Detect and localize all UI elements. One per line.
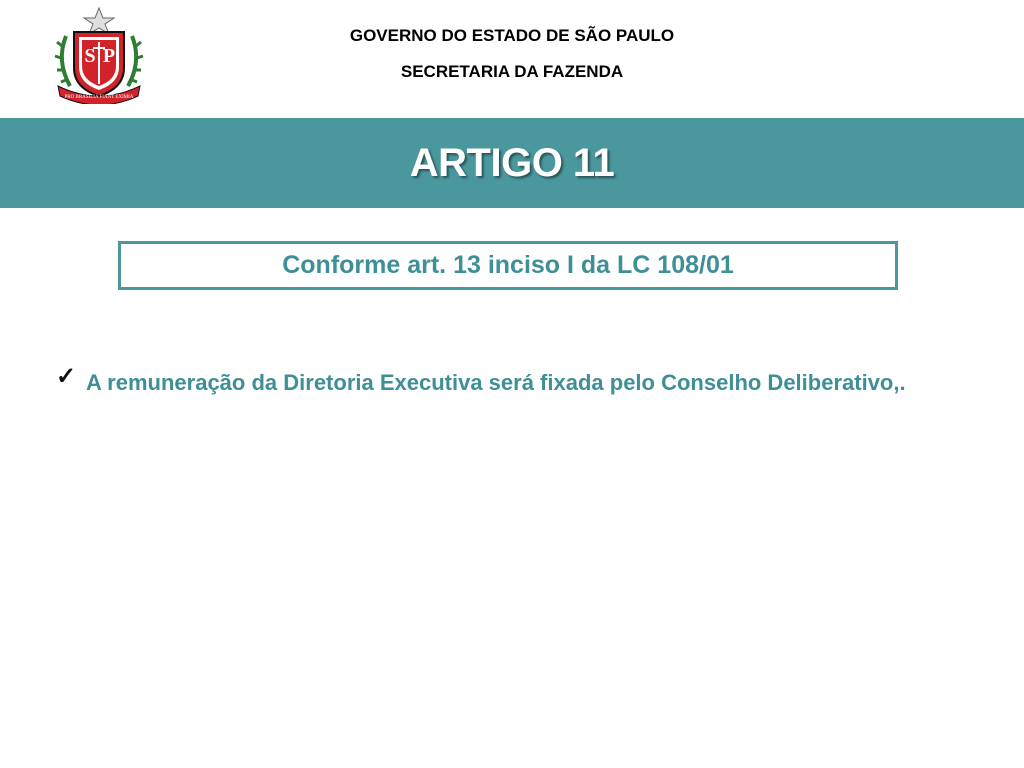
logo-letter-s: S	[84, 45, 96, 67]
bullet-text: A remuneração da Diretoria Executiva será fixada pelo Conselho Deliberativo,.	[86, 370, 906, 395]
department-name: SECRETARIA DA FAZENDA	[400, 62, 624, 81]
logo-letter-p: P	[102, 45, 116, 67]
government-name: GOVERNO DO ESTADO DE SÃO PAULO	[349, 26, 675, 45]
reference-text: Conforme art. 13 inciso I da LC 108/01	[282, 251, 734, 279]
slide-title: ARTIGO 11	[409, 140, 615, 185]
title-band	[0, 118, 1024, 208]
checkmark-icon: ✓	[56, 363, 77, 390]
svg-text:PRO BRASILIA FIANT EXIMIA: PRO BRASILIA FIANT EXIMIA	[64, 95, 134, 100]
sao-paulo-coat-of-arms-logo	[52, 6, 146, 104]
bullet-item	[56, 360, 969, 406]
reference-box	[118, 241, 898, 290]
